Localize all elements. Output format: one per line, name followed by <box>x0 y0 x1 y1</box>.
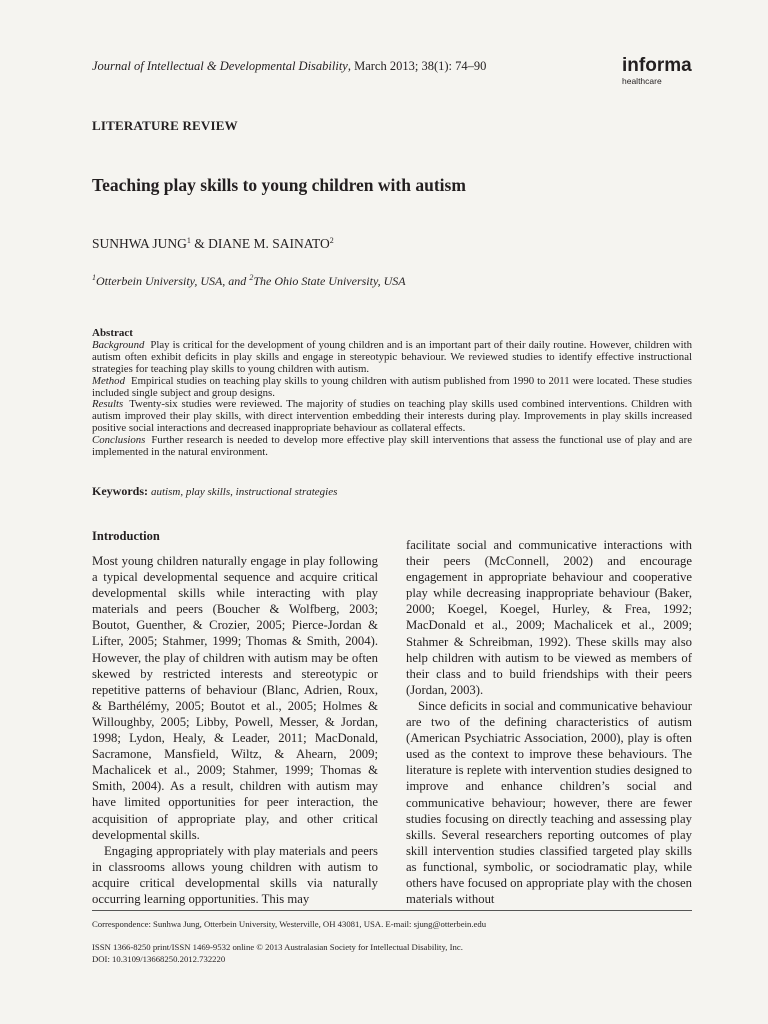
keywords-label: Keywords: <box>92 484 148 498</box>
abstract-heading: Abstract <box>92 327 133 339</box>
abstract-label: Results <box>92 398 124 411</box>
article-title: Teaching play skills to young children with autism <box>92 175 466 195</box>
abstract-label: Conclusions <box>92 434 146 447</box>
doi-line: DOI: 10.3109/13668250.2012.732220 <box>92 954 226 964</box>
abstract-conclusions <box>92 435 692 459</box>
abstract-method <box>92 376 692 400</box>
journal-citation <box>92 59 486 74</box>
journal-name: Journal of Intellectual & Developmental Disability <box>92 59 348 73</box>
affiliations <box>92 273 406 289</box>
publisher-logo <box>622 56 692 86</box>
publication-info <box>92 941 463 965</box>
author-joiner: & <box>190 236 209 251</box>
section-label: LITERATURE REVIEW <box>92 118 238 133</box>
author-name: DIANE M. SAINATO <box>208 236 330 251</box>
keywords <box>92 484 337 499</box>
issn-line: ISSN 1366-8250 print/ISSN 1469-9532 online © 2013 Australasian Society for Intellectual Disability, Inc. <box>92 942 463 952</box>
abstract-background <box>92 340 692 376</box>
author-list <box>92 236 334 252</box>
body-paragraph: Engaging appropriately with play materials and peers in classrooms allows young children with autism to acquire critical developmental skills via naturally occurring learning opportunities. This may <box>92 843 378 906</box>
abstract-results <box>92 399 692 435</box>
correspondence-note: Correspondence: Sunhwa Jung, Otterbein University, Westerville, OH 43081, USA. E-mail: sjung@otterbein.edu <box>92 919 487 929</box>
abstract-text: Empirical studies on teaching play skills to young children with autism published from 1990 to 2011 were located. These studies included single subject and group designs. <box>92 374 692 399</box>
author-name: SUNHWA JUNG <box>92 236 187 251</box>
body-column-left <box>92 529 378 907</box>
affiliation-text: The Ohio State University, USA <box>253 274 406 288</box>
journal-issue: , March 2013; 38(1): 74–90 <box>347 59 487 73</box>
section-heading: Introduction <box>92 529 160 543</box>
affiliation-marker: 1 <box>186 236 191 245</box>
abstract <box>92 328 692 459</box>
publisher-logo-sub: healthcare <box>622 76 662 86</box>
body-paragraph: Most young children naturally engage in play following a typical developmental sequence and acquire critical developmental skills while interacting with play materials and peers (Boucher & Wolfberg, 2003; Boutot, Guenther, & Crozier, 2005; Pierce-Jordan & Lifter, 2005; Stahmer, 1999; Thomas & Smith, 2004). However, the play of children with autism may be often skewed by restricted interests and stereotypic or repetitive patterns of behaviour (Blanc, Adrien, Roux, & Barthélémy, 2005; Boutot et al., 2005; Holmes & Willoughby, 2005; Libby, Powell, Messer, & Jordan, 1998; Lydon, Healy, & Leader, 2011; MacDonald, Sacramone, Mansfield, Wiltz, & Ahearn, 2009; Machalicek et al., 2009; Stahmer, 1999; Thomas & Smith, 2004). As a result, children with autism may have limited opportunities for peer interaction, the acquisition of appropriate play, and other critical developmental skills. <box>92 554 378 842</box>
publisher-logo-word: informa <box>622 55 692 76</box>
body-paragraph: facilitate social and communicative interactions with their peers (McConnell, 2002) and encourage engagement in appropriate behaviour and cooperative play while decreasing inappropriate behaviour (Baker, 2000; Koegel, Koegel, Hurley, & Frea, 1992; MacDonald et al., 2009; Machalicek et al., 2009; Stahmer & Schreibman, 1992). These skills may also help children with autism to be viewed as members of their class and to build friendships with their peers (Jordan, 2003). <box>406 538 692 697</box>
body-paragraph: Since deficits in social and communicative behaviour are two of the defining characteristics of autism (American Psychiatric Association, 2000), play is often used as the context to improve these behaviours. The literature is replete with intervention studies designed to improve and enhance children’s social and communicative behaviour; however, there are fewer studies focusing on directly teaching and assessing play skills. Several researchers reporting outcomes of play skill intervention studies classified targeted play skills as functional, symbolic, or sociodramatic play, while others have focused on appropriate play with the chosen materials without <box>406 698 692 907</box>
abstract-label: Method <box>92 374 125 387</box>
keywords-terms: autism, play skills, instructional strategies <box>151 486 338 498</box>
footnote-divider <box>92 910 692 911</box>
affiliation-marker: 1 <box>92 273 96 282</box>
abstract-text: Further research is needed to develop more effective play skill interventions that assess the functional use of play and are implemented in the natural environment. <box>92 434 692 459</box>
affiliation-text: Otterbein University, USA, and <box>96 274 250 288</box>
affiliation-marker: 2 <box>249 273 254 282</box>
abstract-text: Twenty-six studies were reviewed. The majority of studies on teaching play skills used combined interventions. Children with autism improved their play skills, with direct intervention embedding their interests during play. Improvements in play skills increased positive social interactions and decreased inappropriate behaviour as collateral effects. <box>92 398 692 435</box>
body-column-right <box>406 537 692 907</box>
abstract-label: Background <box>92 338 145 351</box>
affiliation-marker: 2 <box>329 236 334 245</box>
abstract-text: Play is critical for the development of young children and is an important part of their daily routine. However, children with autism often exhibit deficits in play skills and engage in stereotypic behaviour. We reviewed studies to identify effective instructional strategies for teaching play skills to young children with autism. <box>92 338 692 375</box>
